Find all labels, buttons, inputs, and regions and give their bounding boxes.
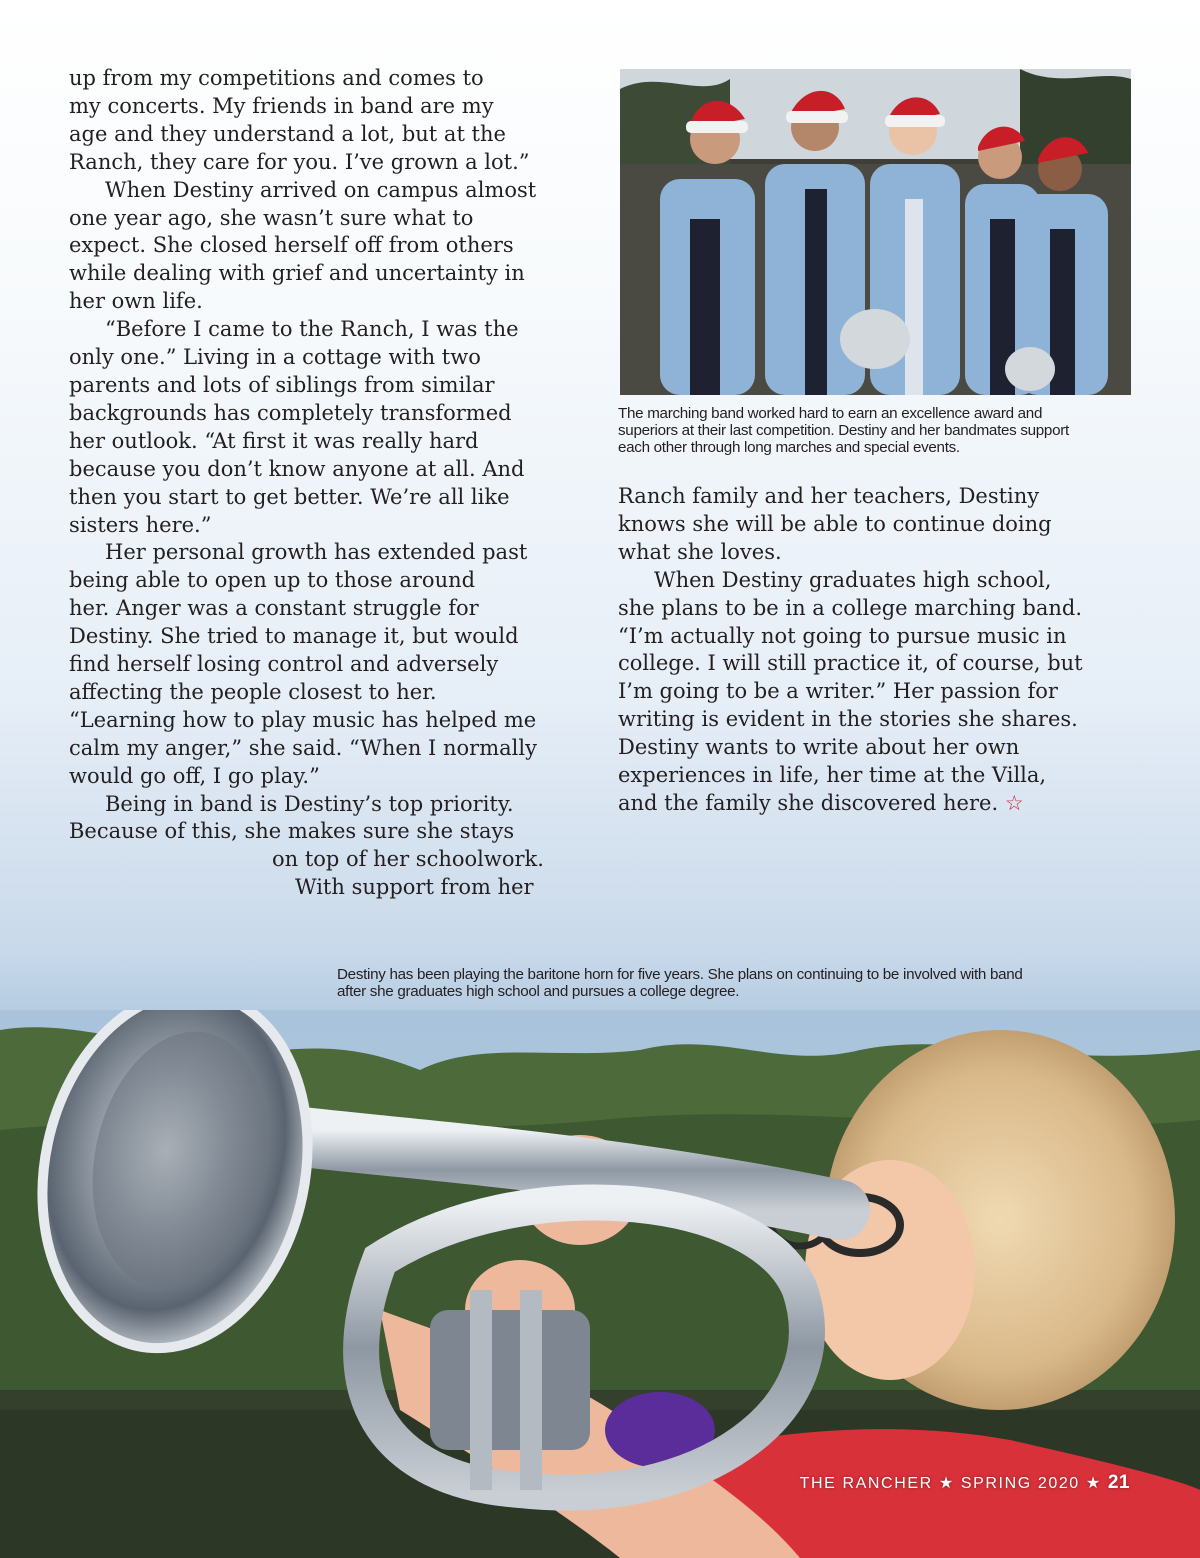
article-line: knows she will be able to continue doing — [618, 511, 1052, 536]
caption-line: Destiny has been playing the baritone horn for five years. She plans on continuing to be involved with band — [337, 966, 1023, 983]
article-line-text: and the family she discovered here. — [618, 790, 999, 815]
article-line: Ranch family and her teachers, Destiny — [618, 484, 1040, 508]
article-line: Destiny. She tried to manage it, but would — [69, 624, 519, 649]
article-line: on top of her schoolwork. — [272, 847, 544, 872]
article-line: find herself losing control and adversely — [69, 652, 499, 677]
article-line: would go off, I go play.” — [69, 763, 320, 788]
marching-band-photo — [620, 69, 1131, 395]
article-column-right — [618, 483, 1138, 818]
article-line: her outlook. “At first it was really hard — [69, 428, 479, 453]
article-line: my concerts. My friends in band are my — [69, 93, 494, 118]
article-line: parents and lots of siblings from similar — [69, 372, 495, 397]
article-line: age and they understand a lot, but at the — [69, 121, 506, 146]
end-star-icon: ☆ — [1004, 790, 1024, 815]
article-line: “I’m actually not going to pursue music in — [618, 623, 1067, 648]
article-line: Being in band is Destiny’s top priority. — [105, 791, 514, 816]
caption-line: superiors at their last competition. Destiny and her bandmates support — [618, 422, 1069, 439]
article-line: backgrounds has completely transformed — [69, 400, 512, 425]
article-line: “Before I came to the Ranch, I was the — [105, 317, 519, 342]
horn-photo-caption — [337, 966, 1137, 1000]
article-line: her. Anger was a constant struggle for — [69, 596, 479, 621]
article-line: she plans to be in a college marching band. — [618, 595, 1083, 620]
article-line-last — [618, 790, 1138, 818]
article-line: up from my competitions and comes to — [69, 66, 484, 90]
article-line: what she loves. — [618, 539, 782, 564]
article-line: calm my anger,” she said. “When I normally — [69, 735, 537, 760]
star-separator-icon: ★ — [1085, 1475, 1102, 1492]
article-line: while dealing with grief and uncertainty in — [69, 261, 525, 286]
page-footer — [780, 1472, 1130, 1494]
article-line: college. I will still practice it, of course, but — [618, 651, 1083, 676]
article-column-left — [69, 65, 589, 902]
article-line: Ranch, they care for you. I’ve grown a lot.” — [69, 149, 530, 174]
band-photo-caption — [618, 405, 1138, 456]
article-line: expect. She closed herself off from others — [69, 233, 514, 258]
article-line: “Learning how to play music has helped me — [69, 707, 537, 732]
article-line: I’m going to be a writer.” Her passion for — [618, 679, 1058, 704]
article-line: sisters here.” — [69, 512, 212, 537]
article-line: writing is evident in the stories she shares. — [618, 707, 1078, 732]
page-number: 21 — [1107, 1472, 1130, 1493]
caption-line: after she graduates high school and pursues a college degree. — [337, 983, 740, 1000]
article-line: Because of this, she makes sure she stays — [69, 819, 515, 844]
article-line: affecting the people closest to her. — [69, 679, 437, 704]
article-line: only one.” Living in a cottage with two — [69, 345, 481, 370]
article-line: Her personal growth has extended past — [105, 540, 528, 565]
article-line: Destiny wants to write about her own — [618, 735, 1020, 760]
publication-name: THE RANCHER — [799, 1475, 933, 1492]
article-line: With support from her — [295, 875, 534, 900]
article-line: being able to open up to those around — [69, 568, 476, 593]
article-line: then you start to get better. We’re all like — [69, 484, 510, 509]
issue-label: SPRING 2020 — [960, 1475, 1080, 1492]
article-line: experiences in life, her time at the Villa, — [618, 763, 1047, 788]
article-line: When Destiny arrived on campus almost — [105, 177, 537, 202]
article-line: because you don’t know anyone at all. And — [69, 456, 525, 481]
caption-line: each other through long marches and special events. — [618, 439, 960, 456]
article-line: one year ago, she wasn’t sure what to — [69, 205, 474, 230]
article-line: When Destiny graduates high school, — [654, 567, 1052, 592]
article-line: her own life. — [69, 289, 203, 314]
star-separator-icon: ★ — [938, 1475, 955, 1492]
caption-line: The marching band worked hard to earn an excellence award and — [618, 405, 1043, 422]
